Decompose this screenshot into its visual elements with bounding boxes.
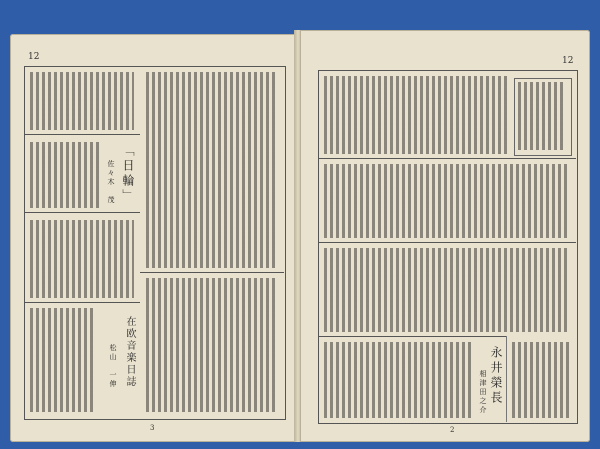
divider (24, 302, 140, 303)
text-column-block (146, 72, 278, 268)
divider (24, 212, 140, 213)
divider (318, 158, 576, 159)
right-footer-page-number: 2 (450, 426, 455, 434)
divider (506, 336, 507, 422)
text-column-block (324, 164, 570, 238)
text-column-block (30, 308, 94, 412)
right-header-page-number: 12 (562, 56, 574, 66)
divider (140, 272, 284, 273)
left-page (10, 34, 296, 442)
divider (318, 242, 576, 243)
divider (318, 336, 506, 337)
text-column-block (324, 342, 474, 418)
text-column-block (30, 220, 134, 298)
article-title: 「日輪」 (121, 144, 135, 204)
text-column-block (324, 76, 510, 154)
right-page (300, 30, 590, 442)
article-author: 佐々木 茂 (107, 160, 115, 205)
text-column-block (512, 342, 570, 418)
divider (24, 134, 140, 135)
article-title: 永井榮長 (489, 346, 503, 406)
text-column-block (518, 82, 566, 150)
text-column-block (30, 142, 100, 208)
left-footer-page-number: 3 (150, 424, 155, 432)
text-column-block (30, 72, 134, 130)
article-title: 在欧音楽日誌 (124, 316, 135, 388)
article-author: 相津田之介 (479, 370, 487, 415)
article-author: 松山 一伸 (109, 344, 117, 389)
text-column-block (146, 278, 278, 412)
text-column-block (324, 248, 570, 332)
left-header-page-number: 12 (28, 52, 40, 62)
